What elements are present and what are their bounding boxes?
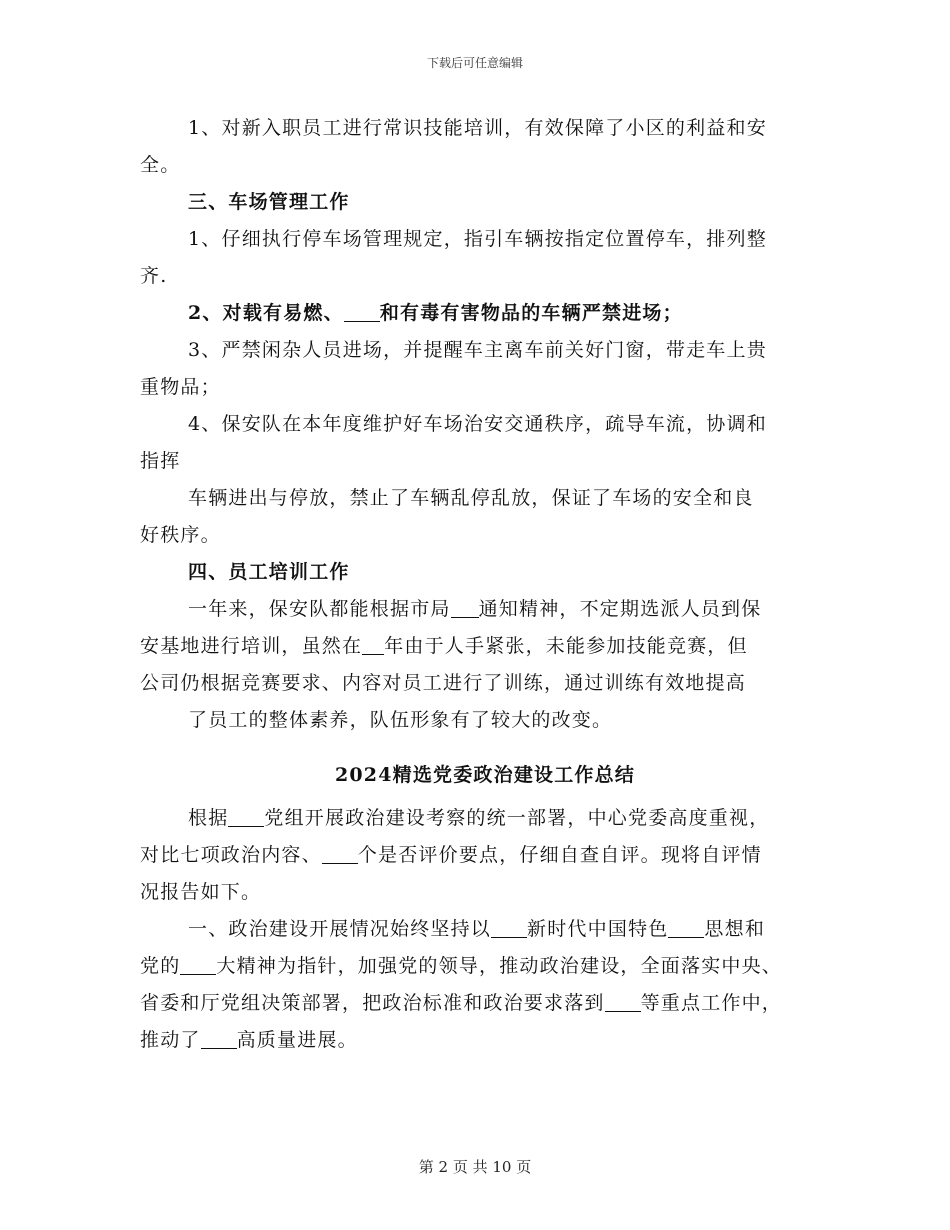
text-span: 等重点工作中， — [640, 992, 783, 1014]
report-para2-line1 — [140, 911, 820, 948]
report-para1-line2 — [140, 837, 820, 874]
page-header: 下载后可任意编辑 — [426, 56, 523, 70]
para-parking-4-line1: 4、保安队在本年度维护好车场治安交通秩序，疏导车流，协调和 — [188, 413, 767, 435]
page-footer: 第 2 页 共 10 页 — [418, 1158, 532, 1176]
blank-field — [362, 636, 384, 655]
para-parking-1-line1: 1、仔细执行停车场管理规定，指引车辆按指定位置停车，排列整 — [188, 228, 767, 250]
para-staff-training-line3: 公司仍根据竞赛要求、内容对员工进行了训练，通过训练有效地提高 — [140, 672, 747, 694]
text-span: 推动了 — [140, 1029, 201, 1051]
text-span: 个是否评价要点，仔细自查自评。现将自评情 — [357, 844, 762, 866]
heading-section-4: 四、员工培训工作 — [188, 561, 350, 583]
blank-field — [668, 919, 704, 938]
para-training-1-line2: 全。 — [140, 154, 181, 176]
para-training-1-line1: 1、对新入职员工进行常识技能培训，有效保障了小区的利益和安 — [188, 117, 767, 139]
blank-field — [491, 919, 527, 938]
para-staff-training-line1 — [140, 591, 820, 628]
report-para2-line2 — [140, 948, 820, 985]
para-staff-training-line4: 了员工的整体素养，队伍形象有了较大的改变。 — [188, 709, 613, 731]
text-span: 根据 — [188, 807, 229, 829]
para-parking-4-line2: 指挥 — [140, 450, 181, 472]
blank-field — [201, 1030, 237, 1049]
blank-field — [322, 845, 358, 864]
para-parking-2-post: 和有毒有害物品的车辆严禁进场； — [379, 302, 683, 324]
text-span: 对比七项政治内容、 — [140, 844, 322, 866]
report-para1-line3: 况报告如下。 — [140, 881, 262, 903]
report-para2-line3 — [140, 985, 820, 1022]
para-parking-3-line1: 3、严禁闲杂人员进场，并提醒车主离车前关好门窗，带走车上贵 — [188, 339, 767, 361]
para-parking-3-line2: 重物品； — [140, 376, 221, 398]
heading-section-3: 三、车场管理工作 — [188, 191, 350, 213]
para-parking-4-line4: 好秩序。 — [140, 524, 221, 546]
blank-field — [451, 599, 479, 618]
text-span: 新时代中国特色 — [527, 918, 669, 940]
text-span: 年由于人手紧张，未能参加技能竞赛，但 — [384, 635, 748, 657]
para-parking-2 — [140, 295, 820, 332]
text-span: 高质量进展。 — [236, 1029, 358, 1051]
text-span: 通知精神，不定期选派人员到保 — [478, 598, 762, 620]
text-span: 大精神为指针，加强党的领导，推动政治建设，全面落实中央、 — [216, 955, 783, 977]
text-span: 思想和 — [704, 918, 766, 940]
text-span: 一年来，保安队都能根据市局 — [188, 598, 451, 620]
para-parking-2-pre: 2、对载有易燃、 — [188, 302, 344, 324]
report-title: 2024精选党委政治建设工作总结 — [334, 764, 636, 786]
text-span: 党组开展政治建设考察的统一部署，中心党委高度重视， — [264, 807, 770, 829]
report-para2-line4 — [140, 1022, 820, 1059]
report-para1-line1 — [140, 800, 820, 837]
blank-field — [228, 808, 264, 827]
document-body — [140, 110, 820, 1059]
para-parking-1-line2: 齐. — [140, 265, 168, 287]
blank-field — [605, 993, 641, 1012]
text-span: 省委和厅党组决策部署，把政治标准和政治要求落到 — [140, 992, 605, 1014]
text-span: 安基地进行培训，虽然在 — [140, 635, 363, 657]
para-staff-training-line2 — [140, 628, 820, 665]
blank-field — [180, 956, 216, 975]
text-span: 一、政治建设开展情况始终坚持以 — [188, 918, 492, 940]
blank-field — [344, 303, 380, 322]
text-span: 党的 — [140, 955, 181, 977]
para-parking-4-line3: 车辆进出与停放，禁止了车辆乱停乱放，保证了车场的安全和良 — [188, 487, 754, 509]
